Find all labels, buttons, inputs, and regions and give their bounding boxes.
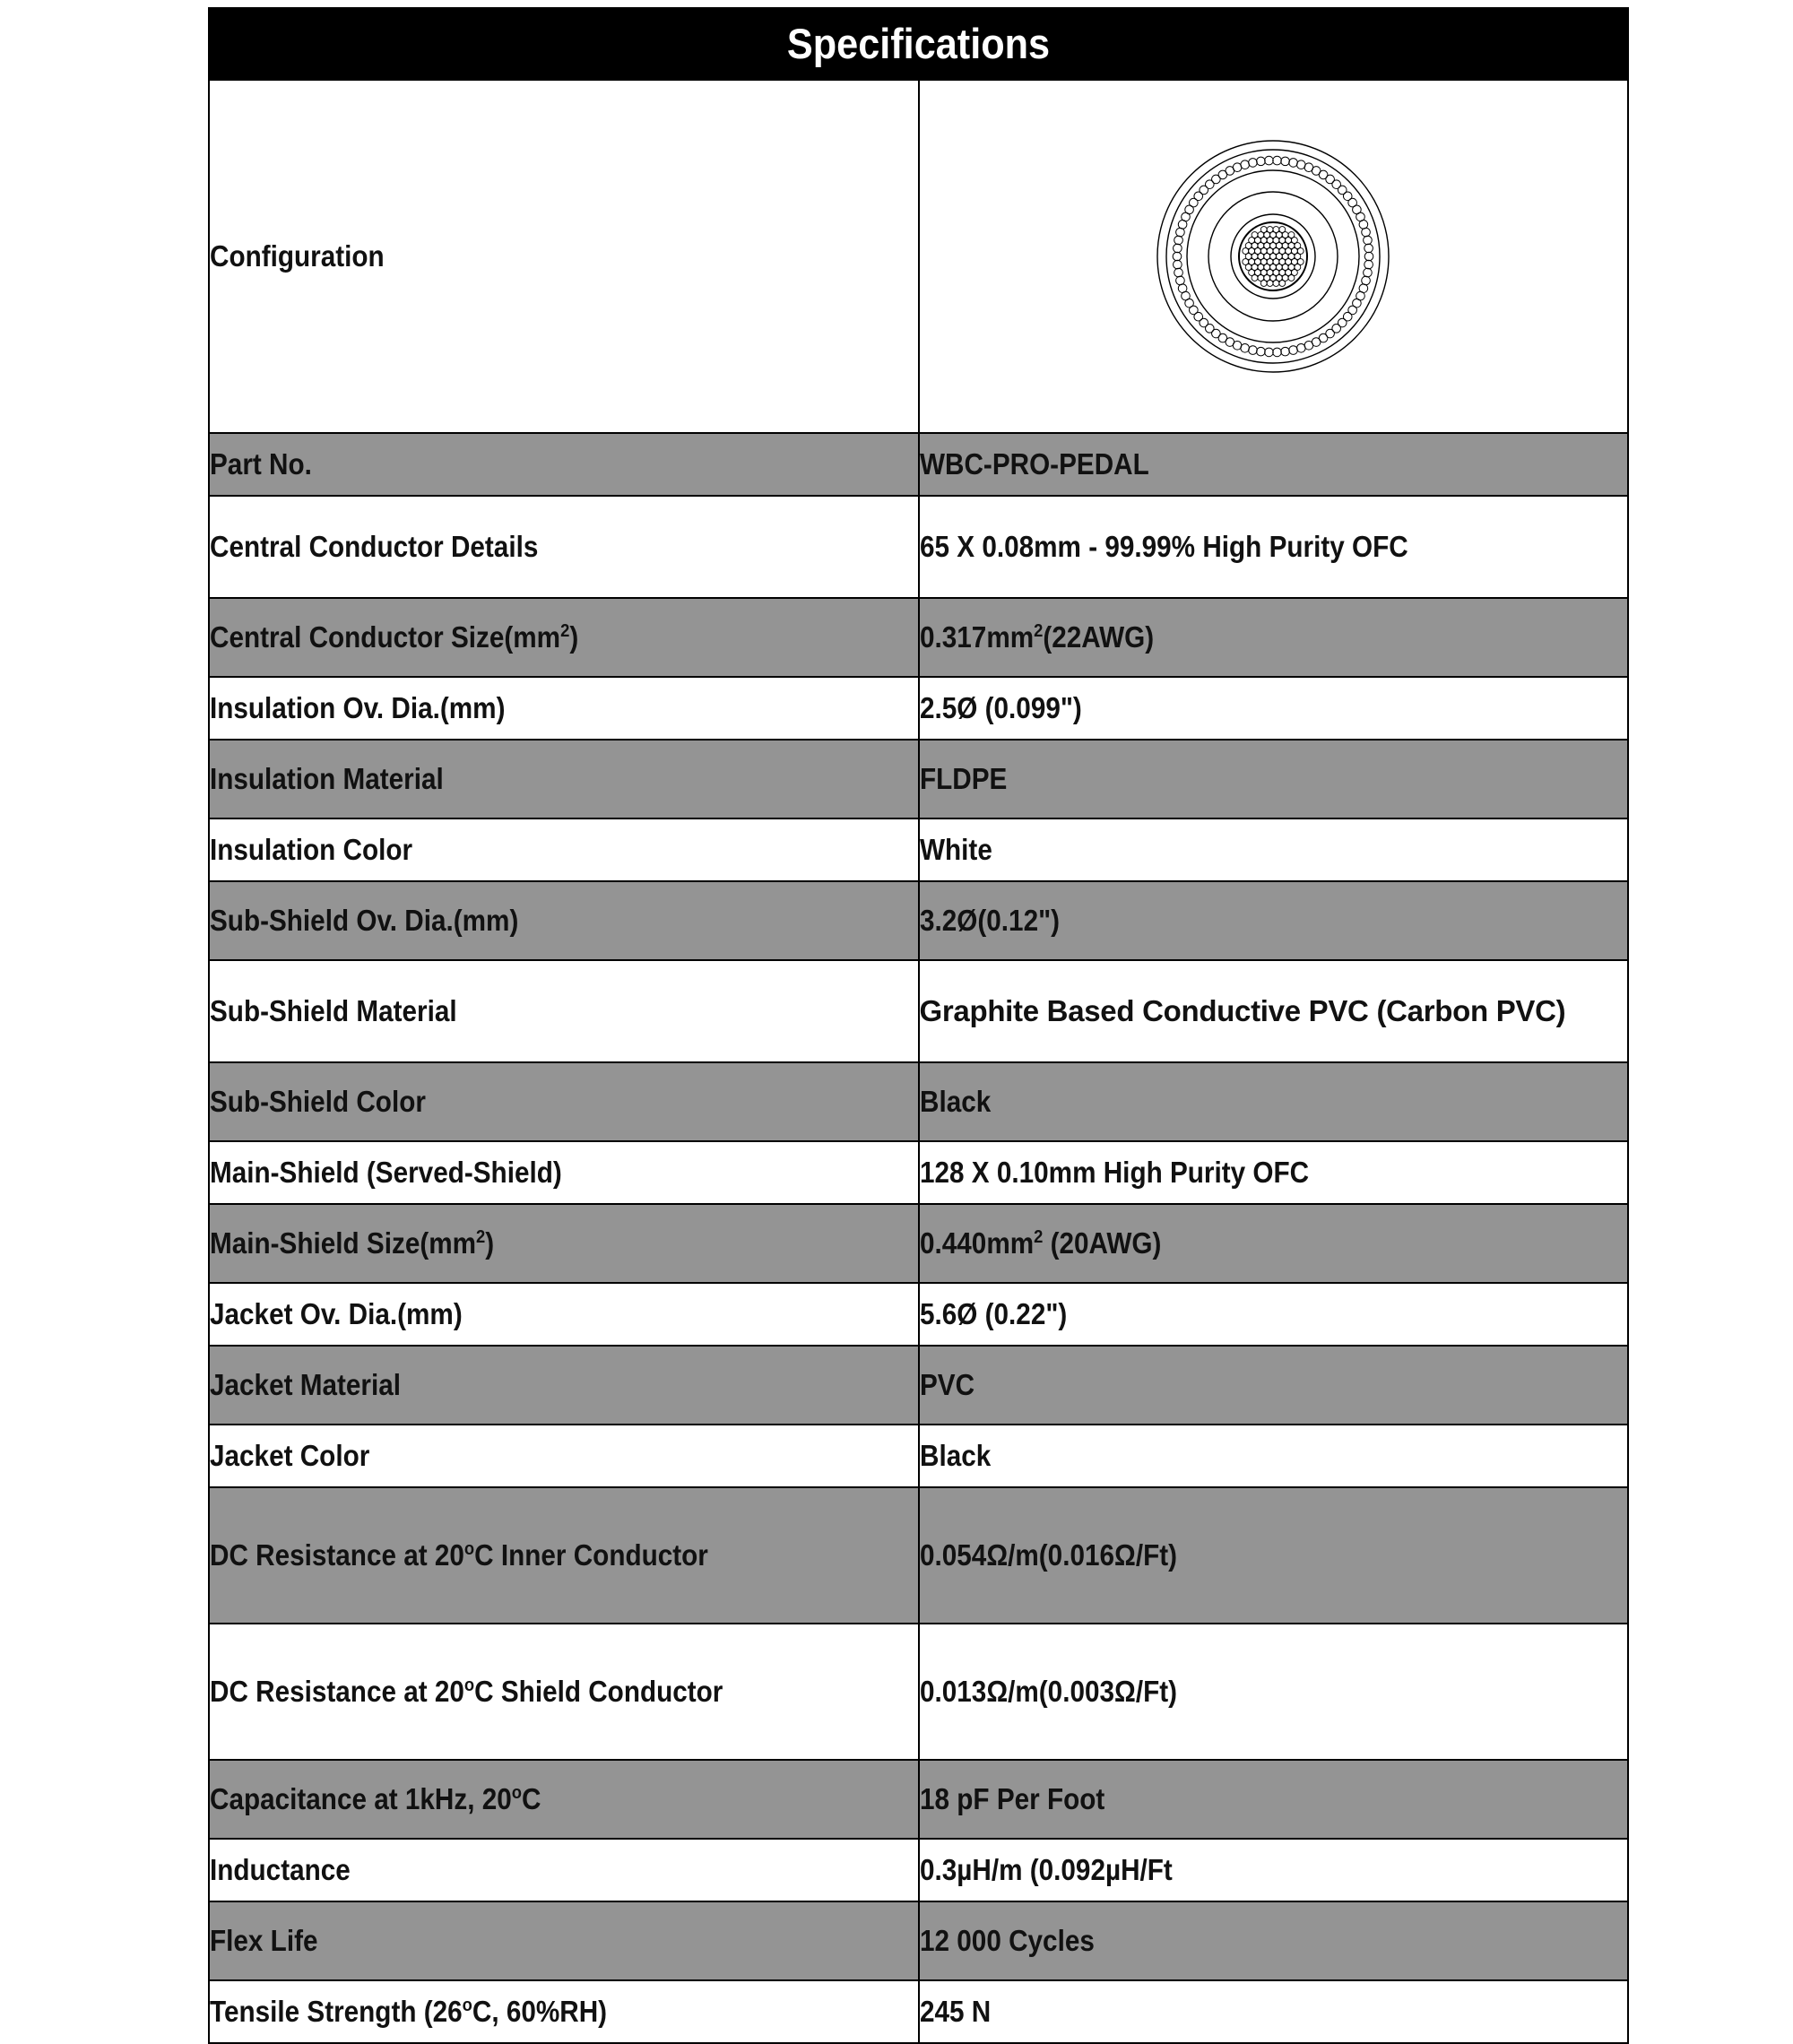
spec-value: 3.2Ø(0.12") bbox=[919, 903, 1060, 937]
spec-value: 245 N bbox=[919, 1994, 991, 2028]
spec-label-cell bbox=[209, 960, 919, 1062]
spec-value: $0.317mm^2(22AWG)$ bbox=[919, 619, 1154, 654]
spec-value: 0.3µH/m (0.092µH/Ft bbox=[919, 1852, 1173, 1886]
specifications-table-wrapper bbox=[208, 7, 1629, 2044]
spec-value-cell bbox=[919, 1204, 1629, 1283]
spec-label-cell bbox=[209, 740, 919, 818]
spec-label: Main-Shield (Served-Shield) bbox=[210, 1155, 562, 1189]
spec-label: Sub-Shield Ov. Dia.(mm) bbox=[210, 903, 519, 937]
spec-label-cell bbox=[209, 80, 919, 433]
spec-value-cell bbox=[919, 960, 1629, 1062]
spec-label-cell bbox=[209, 496, 919, 598]
spec-value-cell bbox=[919, 1839, 1629, 1901]
table-row bbox=[209, 1980, 1628, 2043]
spec-label-cell bbox=[209, 677, 919, 740]
spec-label-cell bbox=[209, 1062, 919, 1141]
spec-value: 0.054Ω/m(0.016Ω/Ft) bbox=[919, 1537, 1177, 1572]
configuration-diagram bbox=[920, 81, 1628, 432]
spec-label: Flex Life bbox=[210, 1923, 318, 1957]
spec-value-cell bbox=[919, 881, 1629, 960]
spec-label-cell bbox=[209, 1204, 919, 1283]
cable-cross-section-diagram bbox=[1139, 122, 1408, 391]
spec-label-cell bbox=[209, 1901, 919, 1980]
spec-label: Insulation Color bbox=[210, 832, 413, 866]
spec-value-cell bbox=[919, 1283, 1629, 1346]
spec-value-cell bbox=[919, 1901, 1629, 1980]
spec-label-cell bbox=[209, 1839, 919, 1901]
table-row bbox=[209, 1062, 1628, 1141]
spec-value-cell bbox=[919, 496, 1629, 598]
table-row bbox=[209, 677, 1628, 740]
spec-label: Tensile Strength (26$^o$C, 60%RH) bbox=[210, 1994, 608, 2028]
spec-label-cell bbox=[209, 818, 919, 881]
table-row bbox=[209, 1901, 1628, 1980]
table-row bbox=[209, 433, 1628, 496]
table-row bbox=[209, 1839, 1628, 1901]
spec-value-cell bbox=[919, 1760, 1629, 1839]
spec-value: Black bbox=[919, 1438, 991, 1472]
spec-value: 12 000 Cycles bbox=[919, 1923, 1095, 1957]
spec-label: Jacket Ov. Dia.(mm) bbox=[210, 1296, 463, 1330]
spec-label: Jacket Material bbox=[210, 1367, 401, 1401]
spec-label: Central Conductor $Size(mm^2)$ bbox=[210, 619, 579, 654]
spec-label: Sub-Shield Color bbox=[210, 1084, 426, 1118]
spec-label-cell bbox=[209, 1624, 919, 1760]
spec-value: FLDPE bbox=[919, 761, 1007, 795]
spec-value: Black bbox=[919, 1084, 991, 1118]
spec-value: 2.5Ø (0.099") bbox=[919, 690, 1082, 724]
spec-label: Configuration bbox=[210, 238, 385, 273]
spec-value: $0.440mm^2$ (20AWG) bbox=[919, 1226, 1161, 1260]
spec-label-cell bbox=[209, 1346, 919, 1425]
spec-label: Sub-Shield Material bbox=[210, 993, 457, 1027]
spec-label-cell bbox=[209, 598, 919, 677]
spec-label-cell bbox=[209, 1283, 919, 1346]
table-row bbox=[209, 1487, 1628, 1624]
spec-value: Graphite Based Conductive PVC (Carbon PVC) bbox=[919, 993, 1566, 1027]
table-row bbox=[209, 598, 1628, 677]
spec-label: Capacitance at 1kHz, 20$^o$C bbox=[210, 1781, 541, 1815]
spec-value: 0.013Ω/m(0.003Ω/Ft) bbox=[919, 1674, 1177, 1708]
spec-value: White bbox=[919, 832, 992, 866]
specifications-table-body bbox=[209, 8, 1628, 2043]
spec-value-cell bbox=[919, 1346, 1629, 1425]
spec-value-cell bbox=[919, 1425, 1629, 1487]
spec-label-cell bbox=[209, 1141, 919, 1204]
spec-value-cell bbox=[919, 80, 1629, 433]
spec-label: DC Resistance at 20$^o$C Inner Conductor bbox=[210, 1537, 708, 1572]
spec-value-cell bbox=[919, 1062, 1629, 1141]
spec-value: PVC bbox=[919, 1367, 974, 1401]
spec-label: Insulation Ov. Dia.(mm) bbox=[210, 690, 506, 724]
table-row bbox=[209, 881, 1628, 960]
table-row bbox=[209, 1283, 1628, 1346]
spec-value: 65 X 0.08mm - 99.99% High Purity OFC bbox=[919, 529, 1408, 563]
table-row bbox=[209, 80, 1628, 433]
spec-value-cell bbox=[919, 1624, 1629, 1760]
spec-value-cell bbox=[919, 598, 1629, 677]
table-row bbox=[209, 1425, 1628, 1487]
spec-label-cell bbox=[209, 1760, 919, 1839]
spec-value-cell bbox=[919, 1487, 1629, 1624]
spec-label-cell bbox=[209, 1425, 919, 1487]
banner-row bbox=[209, 8, 1628, 80]
table-row bbox=[209, 960, 1628, 1062]
spec-label: Insulation Material bbox=[210, 761, 444, 795]
spec-label: Main-Shield $Size(mm^2)$ bbox=[210, 1226, 495, 1260]
spec-label: Part No. bbox=[210, 446, 312, 481]
spec-value-cell bbox=[919, 1980, 1629, 2043]
table-row bbox=[209, 1760, 1628, 1839]
table-row bbox=[209, 1624, 1628, 1760]
spec-value: WBC-PRO-PEDAL bbox=[919, 446, 1149, 481]
table-row bbox=[209, 818, 1628, 881]
spec-value-cell bbox=[919, 433, 1629, 496]
spec-label: Jacket Color bbox=[210, 1438, 370, 1472]
spec-value-cell bbox=[919, 818, 1629, 881]
spec-label-cell bbox=[209, 881, 919, 960]
spec-value: 5.6Ø (0.22") bbox=[919, 1296, 1067, 1330]
spec-value: 128 X 0.10mm High Purity OFC bbox=[919, 1155, 1309, 1189]
spec-value-cell bbox=[919, 740, 1629, 818]
spec-label-cell bbox=[209, 1980, 919, 2043]
spec-value-cell bbox=[919, 677, 1629, 740]
spec-label: Inductance bbox=[210, 1852, 351, 1886]
spec-value: 18 pF Per Foot bbox=[919, 1781, 1104, 1815]
table-row bbox=[209, 1141, 1628, 1204]
table-row bbox=[209, 1204, 1628, 1283]
spec-label: DC Resistance at 20$^o$C Shield Conductor bbox=[210, 1674, 723, 1708]
specifications-table bbox=[208, 7, 1629, 2044]
spec-label-cell bbox=[209, 433, 919, 496]
spec-label: Central Conductor Details bbox=[210, 529, 539, 563]
table-row bbox=[209, 740, 1628, 818]
banner-cell bbox=[209, 8, 1628, 80]
table-row bbox=[209, 496, 1628, 598]
spec-value-cell bbox=[919, 1141, 1629, 1204]
page-title: Specifications bbox=[266, 9, 1571, 79]
table-row bbox=[209, 1346, 1628, 1425]
spec-label-cell bbox=[209, 1487, 919, 1624]
